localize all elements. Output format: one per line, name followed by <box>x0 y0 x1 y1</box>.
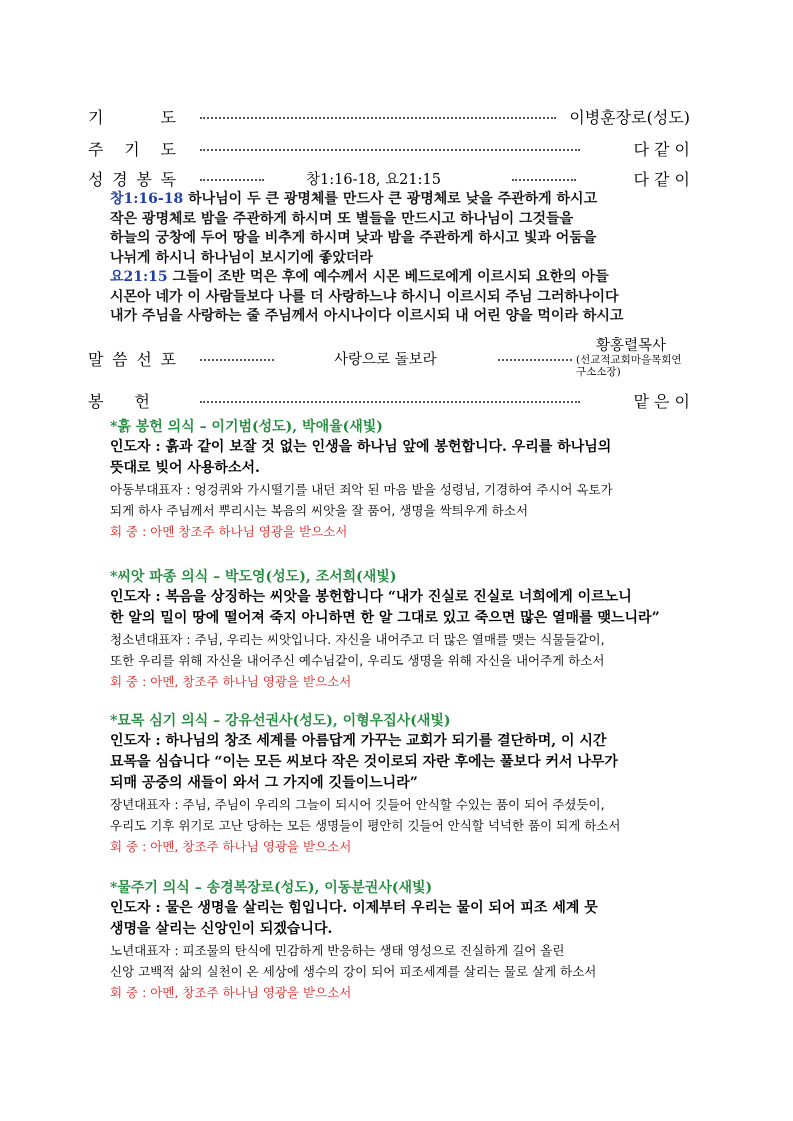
representative-line: 아동부대표자 : 엉겅퀴와 가시떨기를 내던 죄악 된 마음 밭을 성령님, 기경하여 주시어 옥토가 <box>110 482 613 497</box>
leader-line: 한 알의 밀이 땅에 떨어져 죽지 아니하면 한 알 그대로 있고 죽으면 많은 열매를 맺느니라” <box>110 610 660 626</box>
congregation-response: 회 중 : 아멘 창조주 하나님 영광을 받으소서 <box>110 524 348 539</box>
dot-leader <box>512 179 576 181</box>
congregation-response: 회 중 : 아멘, 창조주 하나님 영광을 받으소서 <box>110 674 352 689</box>
representative-line: 신앙 고백적 삶의 실천이 온 세상에 생수의 강이 되어 피조세계를 살리는 물로 살게 하소서 <box>110 964 597 979</box>
row-value: 다 같 이 <box>633 170 690 189</box>
row-prayer <box>88 103 690 129</box>
leader-line: 묘목을 심습니다 “이는 모든 씨보다 작은 것이로되 자란 후에는 풀보다 커서 나무가 <box>110 754 618 770</box>
row-label: 기 도 <box>88 108 176 127</box>
rite-watering <box>110 877 700 1003</box>
preacher: 황홍렬목사 (선교적교회마을목회연구소소장) <box>576 338 682 378</box>
leader-line: 인도자 : 흙과 같이 보잘 것 없는 인생을 하나님 앞에 봉헌합니다. 우리를 하나님의 <box>110 439 612 455</box>
dot-leader <box>200 359 274 361</box>
rite-seed-sowing <box>110 566 700 692</box>
leader-line: 인도자 : 하나님의 창조 세계를 아름답게 가꾸는 교회가 되기를 결단하며, 이 시간 <box>110 733 607 749</box>
row-lords-prayer <box>88 135 690 161</box>
row-scripture-reading <box>88 165 690 191</box>
row-value: 맡 은 이 <box>633 392 690 411</box>
leader-line: 생명을 살리는 신앙인이 되겠습니다. <box>110 921 333 937</box>
sermon-title: 사랑으로 돌보라 <box>334 352 437 368</box>
representative-line: 노년대표자 : 피조물의 탄식에 민감하게 반응하는 생태 영성으로 진실하게 길어 올린 <box>110 943 565 958</box>
row-offering <box>88 387 690 413</box>
representative-line: 또한 우리를 위해 자신을 내어주신 예수님같이, 우리도 생명을 위해 자신을 내어주게 하소서 <box>110 653 605 668</box>
rite-heading: *물주기 의식 – 송경복장로(성도), 이동분권사(새빛) <box>110 880 433 896</box>
representative-line: 청소년대표자 : 주님, 우리는 씨앗입니다. 자신을 내어주고 더 많은 열매를 맺는 식물들같이, <box>110 632 605 647</box>
dot-leader <box>200 117 556 119</box>
leader-line: 인도자 : 물은 생명을 살리는 힘입니다. 이제부터 우리는 물이 되어 피조 세계 뭇 <box>110 900 598 916</box>
representative-line: 되게 하사 주님께서 뿌리시는 복음의 씨앗을 잘 품어, 생명을 싹틔우게 하소서 <box>110 503 529 518</box>
rite-sapling-planting <box>110 710 700 857</box>
reading-passage: 창1:16-18, 요21:15 <box>306 172 441 188</box>
scripture-ref: 요21:15 <box>110 269 168 285</box>
dot-leader <box>200 401 580 403</box>
leader-line: 인도자 : 복음을 상징하는 씨앗을 봉헌합니다 “내가 진실로 진실로 너희에게 이르노니 <box>110 589 632 605</box>
rite-heading: *씨앗 파종 의식 – 박도영(성도), 조서희(새빛) <box>110 569 397 585</box>
representative-line: 장년대표자 : 주님, 주님이 우리의 그늘이 되시어 깃들어 안식할 수있는 품이 되어 주셨듯이, <box>110 797 605 812</box>
row-label: 주 기 도 <box>88 140 176 159</box>
row-label: 성 경 봉 독 <box>88 170 176 189</box>
row-value: 이병훈장로(성도) <box>569 108 690 127</box>
dot-leader <box>498 359 572 361</box>
dot-leader <box>200 149 580 151</box>
scripture-text: 창1:16-18 하나님이 두 큰 광명체를 만드사 큰 광명체로 낮을 주관하게 하시고 작은 광명체로 밤을 주관하게 하시며 또 별들을 만드시고 하나님이 그것들을 하늘의 궁창에 두어 땅을 비추게 하시며 낮과 밤을 주관하게 하시고 빛과 어둠을 나뉘게 하시니 하나님이 보시기에 좋았더라 요21:15 그들이 조반 먹은 후에 예수께서 시몬 베드로에게 이르시되 요한의 아들 시몬아 네가 이 사람들보다 나를 더 사랑하느냐 하시니 이르시되 주님 그러하나이다 내가 주님을 사랑하는 줄 주님께서 아시나이다 이르시되 내 어린 양을 먹이라 하시고 <box>110 191 624 324</box>
row-sermon <box>88 338 690 379</box>
rite-heading: *묘목 심기 의식 – 강유선권사(성도), 이형우집사(새빛) <box>110 713 451 729</box>
scripture-ref: 창1:16-18 <box>110 191 184 207</box>
congregation-response: 회 중 : 아멘, 창조주 하나님 영광을 받으소서 <box>110 985 352 1000</box>
row-value: 다 같 이 <box>633 140 690 159</box>
dot-leader <box>200 179 264 181</box>
rite-soil-offering <box>110 416 700 542</box>
row-label: 봉 헌 <box>88 392 150 411</box>
leader-line: 되매 공중의 새들이 와서 그 가지에 깃들이느니라” <box>110 775 418 791</box>
congregation-response: 회 중 : 아멘, 창조주 하나님 영광을 받으소서 <box>110 839 352 854</box>
rite-heading: *흙 봉헌 의식 – 이기범(성도), 박애율(새빛) <box>110 419 383 435</box>
row-label: 말 씀 선 포 <box>88 350 176 369</box>
leader-line: 뜻대로 빚어 사용하소서. <box>110 460 260 476</box>
representative-line: 우리도 기후 위기로 고난 당하는 모든 생명들이 평안히 깃들어 안식할 넉넉한 품이 되게 하소서 <box>110 818 621 833</box>
